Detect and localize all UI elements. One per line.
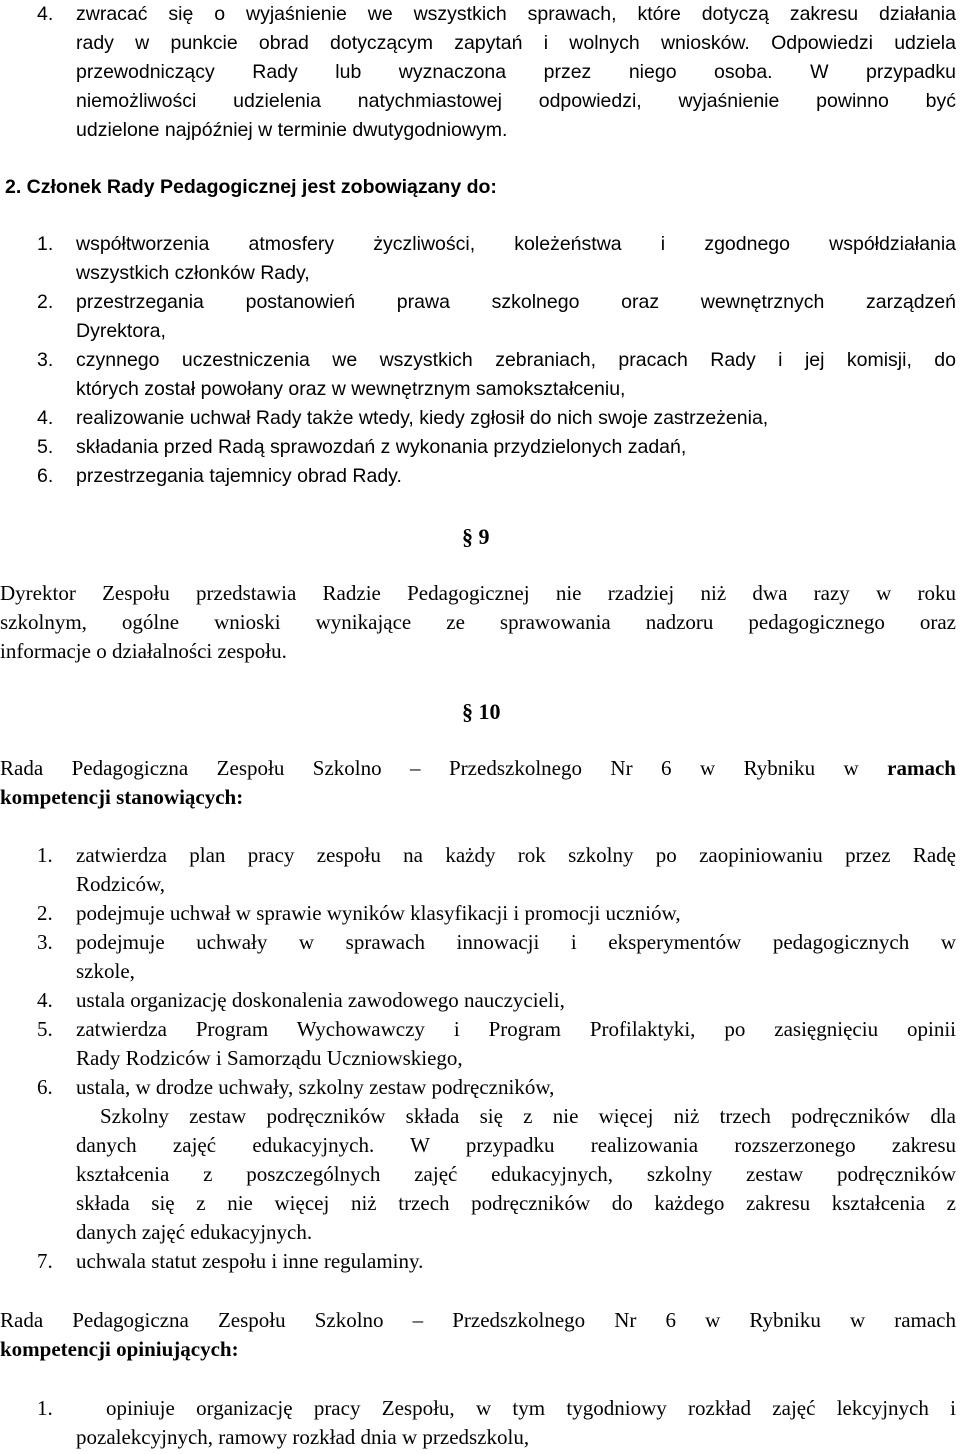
text-line: podejmuje uchwał w sprawie wyników klasyfikacji i promocji uczniów, [76, 901, 681, 925]
list-number: 6. [37, 465, 54, 487]
text-line: informacje o działalności zespołu. [0, 639, 287, 663]
text-line: danych zajęć edukacyjnych. W przypadku realizowania rozszerzonego zakresu [76, 1133, 956, 1157]
text-line: podejmuje uchwały w sprawach innowacji i eksperymentów pedagogicznych w [76, 930, 956, 954]
list-item [0, 1394, 960, 1452]
bold-text: kompetencji opiniujących: [0, 1337, 239, 1361]
section-number-9: § 9 [462, 524, 490, 549]
text-line: zatwierdza Program Wychowawczy i Program Profilaktyki, po zasięgnięciu opinii [76, 1017, 956, 1041]
list-item [0, 1073, 960, 1247]
text-line: Dyrektor Zespołu przedstawia Radzie Pedagogicznej nie rzadziej niż dwa razy w roku [0, 581, 956, 605]
text-line: zwracać się o wyjaśnienie we wszystkich sprawach, które dotyczą zakresu działania [76, 3, 956, 25]
list-item [0, 346, 960, 404]
text-line: których został powołany oraz w wewnętrznym samokształceniu, [76, 378, 626, 400]
text-line [0, 754, 956, 783]
text-line: opiniuje organizację pracy Zespołu, w tym tygodniowy rozkład zajęć lekcyjnych i [106, 1396, 956, 1420]
text-line: kształcenia z poszczególnych zajęć edukacyjnych, szkolny zestaw podręczników [76, 1162, 956, 1186]
text-line: zatwierdza plan pracy zespołu na każdy rok szkolny po zaopiniowaniu przez Radę [76, 843, 956, 867]
text-line: niemożliwości udzielenia natychmiastowej odpowiedzi, wyjaśnienie powinno być [76, 90, 956, 112]
list-number: 5. [37, 1017, 53, 1041]
text-line: Szkolny zestaw podręczników składa się z nie więcej niż trzech podręczników dla [100, 1104, 956, 1128]
list-item [0, 1247, 960, 1276]
list-item [0, 841, 960, 899]
list-number: 3. [37, 930, 53, 954]
list-number: 3. [37, 349, 54, 371]
list-item [0, 433, 960, 462]
text-line: uchwala statut zespołu i inne regulaminy. [76, 1249, 424, 1273]
opinions-list [0, 1394, 960, 1452]
paragraph-section-9 [0, 579, 956, 666]
text-line: przewodniczący Rady lub wyznaczona przez niego osoba. W przypadku [76, 61, 956, 83]
text-line: składa się z nie więcej niż trzech podręczników do każdego zakresu kształcenia z [76, 1191, 956, 1215]
text-line: rady w punkcie obrad dotyczącym zapytań i wolnych wniosków. Odpowiedzi udziela [76, 32, 956, 54]
list-number: 7. [37, 1249, 53, 1273]
list-item [0, 986, 960, 1015]
text-line: Dyrektora, [76, 320, 166, 342]
list-number: 2. [37, 901, 53, 925]
paragraph-section-10-intro [0, 754, 956, 812]
list-number: 4. [37, 988, 53, 1012]
text-span: Rada Pedagogiczna Zespołu Szkolno – Przedszkolnego Nr 6 w Rybniku w [0, 756, 888, 780]
text-line: szkolnym, ogólne wnioski wynikające ze sprawowania nadzoru pedagogicznego oraz [0, 610, 956, 634]
list-item [0, 404, 960, 433]
list-item [0, 1015, 960, 1073]
list-number: 4. [37, 3, 54, 25]
text-line: udzielone najpóźniej w terminie dwutygodniowym. [76, 119, 508, 141]
text-line: przestrzegania postanowień prawa szkolnego oraz wewnętrznych zarządzeń [76, 291, 956, 313]
list-number: 1. [37, 843, 53, 867]
paragraph-opinions-intro [0, 1306, 956, 1364]
text-line: składania przed Radą sprawozdań z wykonania przydzielonych zadań, [76, 436, 687, 458]
list-number: 1. [37, 233, 54, 255]
list-item [0, 928, 960, 986]
section-heading: 2. Członek Rady Pedagogicznej jest zobowiązany do: [5, 176, 497, 198]
list-number: 2. [37, 291, 54, 313]
text-line: realizowanie uchwał Rady także wtedy, kiedy zgłosił do nich swoje zastrzeżenia, [76, 407, 769, 429]
text-line: Rady Rodziców i Samorządu Uczniowskiego, [76, 1046, 463, 1070]
text-line: ustala organizację doskonalenia zawodowego nauczycieli, [76, 988, 565, 1012]
bold-text: kompetencji stanowiących: [0, 785, 244, 809]
text-line: czynnego uczestniczenia we wszystkich zebraniach, pracach Rady i jej komisji, do [76, 349, 956, 371]
text-line: przestrzegania tajemnicy obrad Rady. [76, 465, 402, 487]
duties-list [0, 230, 960, 491]
section-number-10: § 10 [462, 699, 501, 724]
list-number: 5. [37, 436, 54, 458]
list-number: 1. [37, 1396, 53, 1420]
text-line: danych zajęć edukacyjnych. [76, 1220, 313, 1244]
text-line: wszystkich członków Rady, [76, 262, 310, 284]
list-item [0, 288, 960, 346]
text-line: szkole, [76, 959, 135, 983]
text-line: Rada Pedagogiczna Zespołu Szkolno – Przedszkolnego Nr 6 w Rybniku w ramach [0, 1308, 956, 1332]
list-number: 4. [37, 407, 54, 429]
decisions-list [0, 841, 960, 1276]
text-line: współtworzenia atmosfery życzliwości, koleżeństwa i zgodnego współdziałania [76, 233, 956, 255]
text-line: Rodziców, [76, 872, 166, 896]
list-item [0, 462, 960, 491]
text-line: pozalekcyjnych, ramowy rozkład dnia w przedszkolu, [76, 1425, 530, 1449]
list-number: 6. [37, 1075, 53, 1099]
text-line: ustala, w drodze uchwały, szkolny zestaw podręczników, [76, 1075, 555, 1099]
bold-text: ramach [887, 756, 956, 780]
list-item [0, 230, 960, 288]
list-item [0, 899, 960, 928]
